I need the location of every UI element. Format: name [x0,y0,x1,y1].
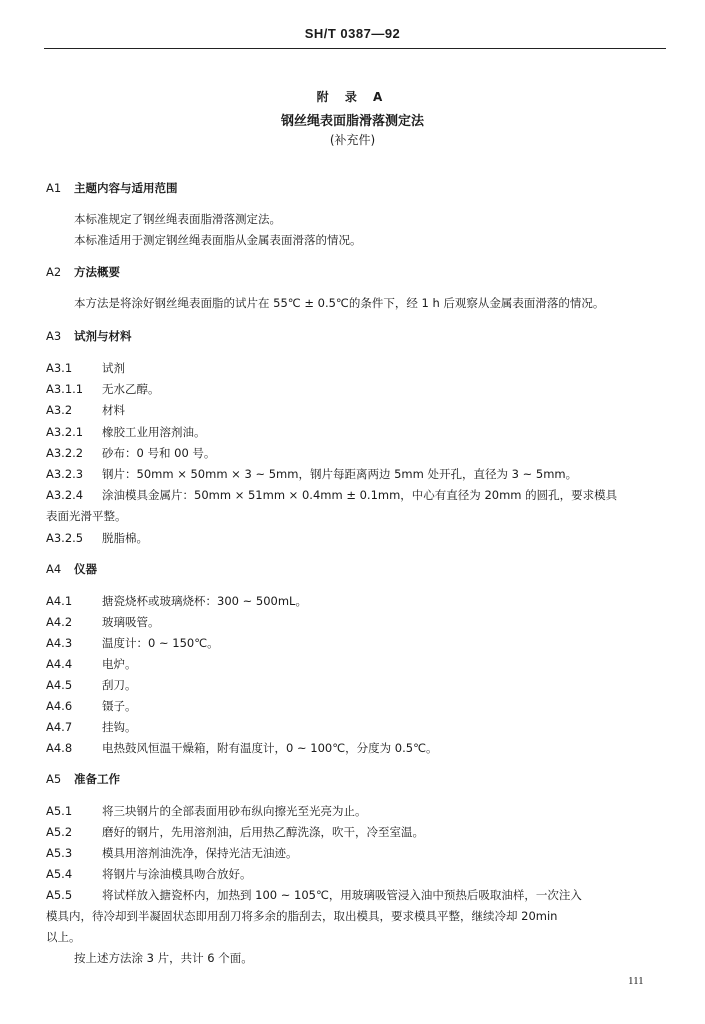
item-number: A3.1.1 [46,382,84,396]
item-text: 模具用溶剂油洗净，保持光洁无油迹。 [102,846,298,860]
item-text: 挂钩。 [102,720,137,734]
item-text: 将三块钢片的全部表面用砂布纵向擦光至光亮为止。 [102,804,367,818]
item-text: 磨好的钢片，先用溶剂油，后用热乙醇洗涤，吹干，冷至室温。 [102,825,424,839]
item-number: A3.2.1 [46,425,84,439]
item-text: 材料 [102,403,125,417]
list-item-a3-2-3 [46,466,577,482]
section-number: A1 [46,181,62,195]
list-item-a4-1 [46,593,307,609]
list-item-a5-5 [46,887,582,903]
appendix-note: (补充件) [329,133,376,147]
list-item-a3-2-1 [46,424,206,440]
page-number: 111 [628,975,644,987]
paragraph: 本方法是将涂好钢丝绳表面脂的试片在 55℃ ± 0.5℃的条件下，经 1 h 后观察从金属表面滑落的情况。 [74,296,605,310]
item-text: 搪瓷烧杯或玻璃烧杯：300 ~ 500mL。 [102,594,307,608]
section-a4-heading [46,561,97,577]
item-text: 将钢片与涂油模具吻合放好。 [102,867,252,881]
list-item-a3-2-2 [46,445,215,461]
standard-code-header: SH/T 0387—92 [304,26,401,41]
item-number: A5.2 [46,825,73,839]
item-text: 砂布：0 号和 00 号。 [102,446,216,460]
item-text: 无水乙醇。 [102,382,160,396]
list-item-continuation: 模具内，待冷却到半凝固状态即用刮刀将多余的脂刮去，取出模具，要求模具平整，继续冷却 20min [46,909,558,923]
item-number: A3.2.5 [46,531,84,545]
item-number: A4.4 [46,657,73,671]
item-number: A3.2.4 [46,488,84,502]
list-item-a4-6 [46,698,137,714]
item-number: A5.3 [46,846,73,860]
list-item-a4-5 [46,677,137,693]
list-item-a4-3 [46,635,219,651]
item-number: A4.6 [46,699,73,713]
item-text: 钢片：50mm × 50mm × 3 ~ 5mm，钢片每距离两边 5mm 处开孔，直径为 3 ~ 5mm。 [102,467,578,481]
item-text: 电炉。 [102,657,137,671]
paragraph: 本标准规定了钢丝绳表面脂滑落测定法。 [74,212,281,226]
section-a1-heading [46,180,178,196]
list-item-a3-2-5 [46,530,148,546]
list-item-a5-1 [46,803,367,819]
list-item-a4-4 [46,656,137,672]
header-rule [44,48,666,49]
section-number: A2 [46,265,62,279]
section-number: A3 [46,329,62,343]
list-item-a3-2 [46,402,125,418]
item-text: 涂油模具金属片：50mm × 51mm × 0.4mm ± 0.1mm，中心有直径为 20mm 的圆孔，要求模具 [102,488,618,502]
item-number: A3.2.2 [46,446,84,460]
section-title: 仪器 [74,562,97,576]
section-title: 方法概要 [74,265,120,279]
section-a5-heading [46,771,120,787]
list-item-continuation: 以上。 [46,930,81,944]
item-number: A3.2 [46,403,73,417]
section-title: 试剂与材料 [74,329,132,343]
item-number: A5.4 [46,867,73,881]
item-number: A4.7 [46,720,73,734]
item-number: A5.5 [46,888,73,902]
list-item-a4-2 [46,614,160,630]
item-text: 电热鼓风恒温干燥箱，附有温度计，0 ~ 100℃，分度为 0.5℃。 [102,741,438,755]
item-number: A4.2 [46,615,73,629]
section-number: A4 [46,562,62,576]
item-number: A5.1 [46,804,73,818]
item-text: 脱脂棉。 [102,531,148,545]
list-item-a5-2 [46,824,424,840]
section-number: A5 [46,772,62,786]
item-number: A4.8 [46,741,73,755]
paragraph: 按上述方法涂 3 片，共计 6 个面。 [74,951,253,965]
item-number: A4.5 [46,678,73,692]
list-item-a3-1-1 [46,381,160,397]
item-text: 橡胶工业用溶剂油。 [102,425,206,439]
item-text: 温度计：0 ~ 150℃。 [102,636,219,650]
section-a3-heading [46,328,132,344]
list-item-a3-2-4 [46,487,617,503]
appendix-title: 钢丝绳表面脂滑落测定法 [280,114,424,129]
item-text: 试剂 [102,361,125,375]
appendix-label: 附 录 A [316,90,389,104]
section-a2-heading [46,264,120,280]
item-number: A3.2.3 [46,467,84,481]
list-item-a5-3 [46,845,298,861]
list-item-a4-7 [46,719,137,735]
item-number: A4.1 [46,594,73,608]
list-item-a3-1 [46,360,125,376]
item-text: 刮刀。 [102,678,137,692]
list-item-a4-8 [46,740,438,756]
section-title: 准备工作 [74,772,120,786]
item-text: 将试样放入搪瓷杯内，加热到 100 ~ 105℃，用玻璃吸管浸入油中预热后吸取油样，一次注入 [102,888,582,902]
item-number: A3.1 [46,361,73,375]
paragraph: 本标准适用于测定钢丝绳表面脂从金属表面滑落的情况。 [74,233,362,247]
list-item-continuation: 表面光滑平整。 [46,509,127,523]
list-item-a5-4 [46,866,252,882]
section-title: 主题内容与适用范围 [74,181,178,195]
item-text: 镊子。 [102,699,137,713]
item-text: 玻璃吸管。 [102,615,160,629]
item-number: A4.3 [46,636,73,650]
